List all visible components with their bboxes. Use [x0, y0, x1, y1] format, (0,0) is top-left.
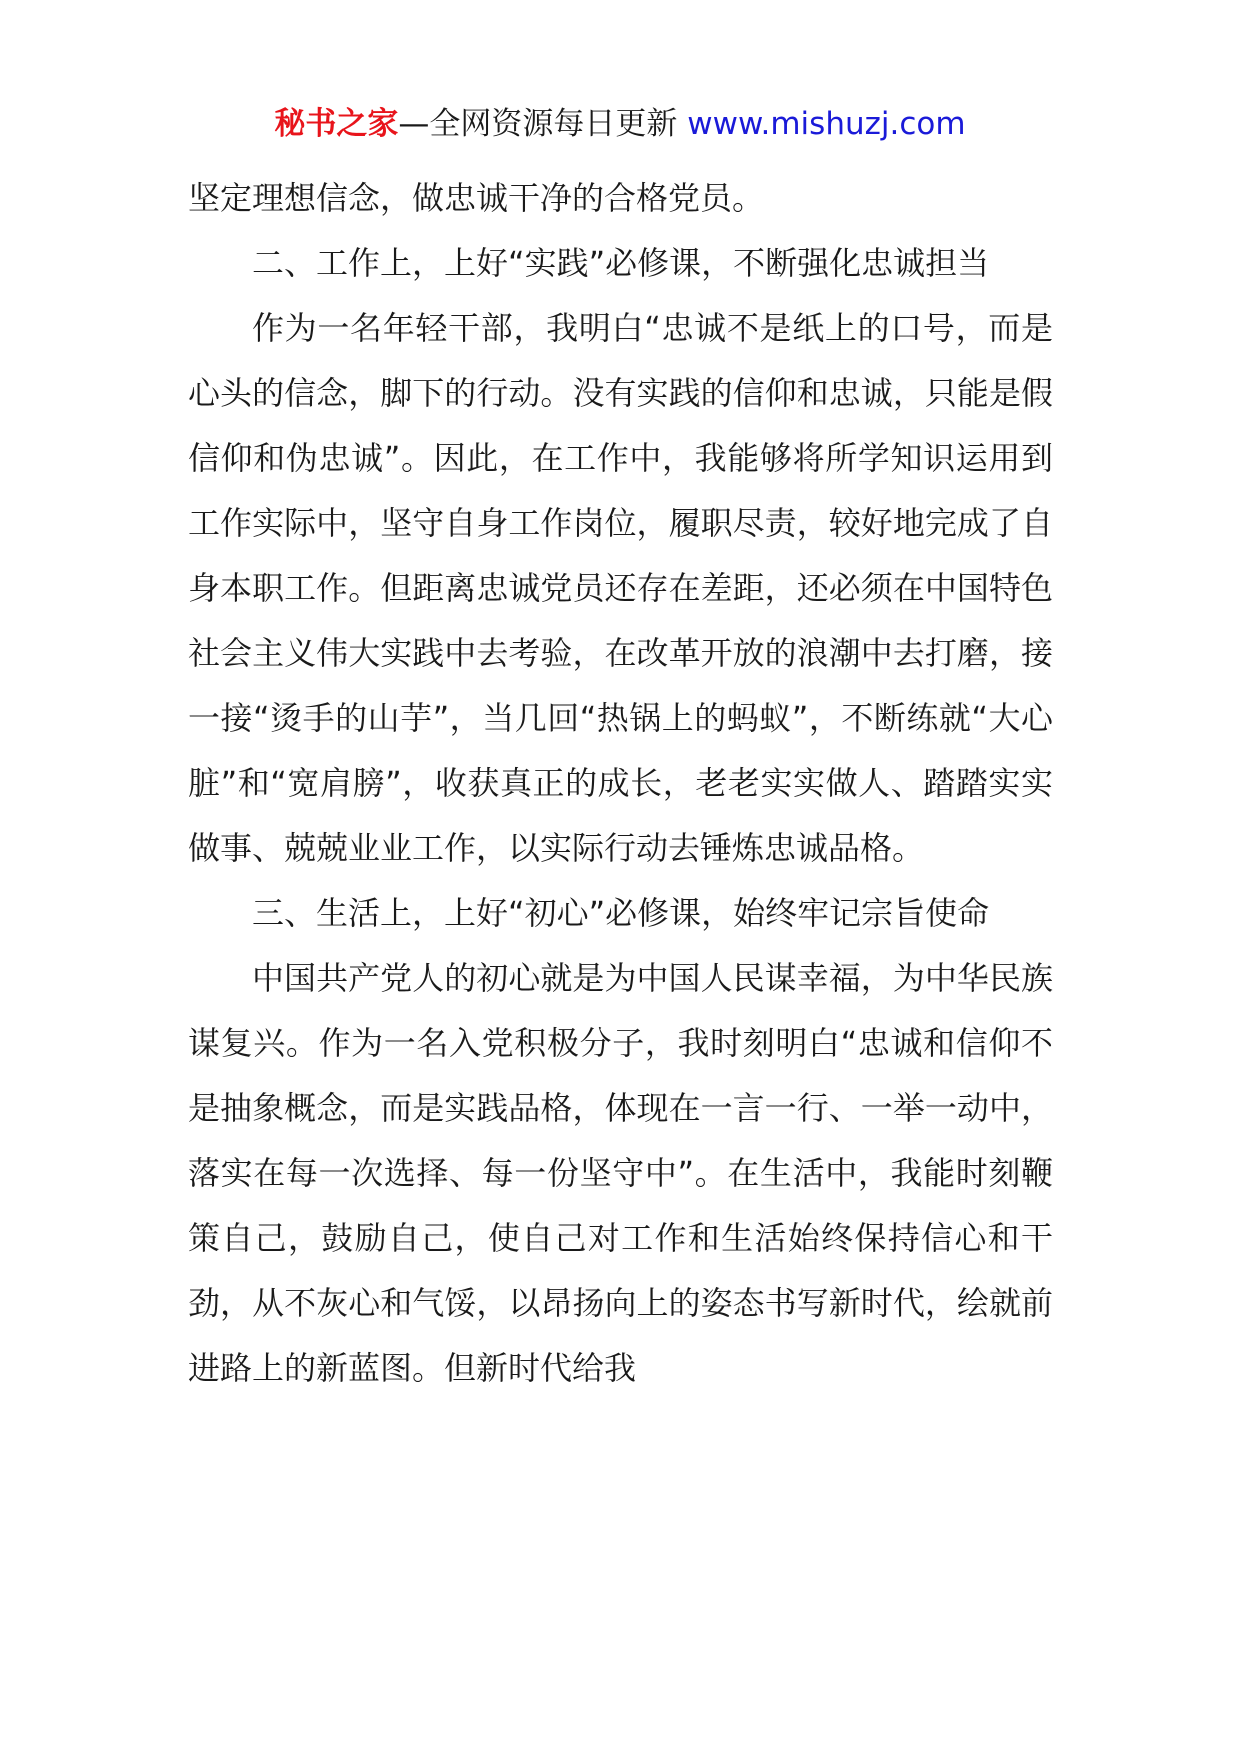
header-tagline: —全网资源每日更新 [398, 106, 688, 142]
document-body [188, 166, 1053, 1401]
header-url[interactable]: www.mishuzj.com [687, 106, 966, 142]
page-header [0, 104, 1240, 144]
header-brand: 秘书之家 [274, 106, 399, 142]
section-heading-3: 三、生活上，上好“初心”必修课，始终牢记宗旨使命 [252, 894, 990, 932]
paragraph-body: 中国共产党人的初心就是为中国人民谋幸福，为中华民族谋复兴。作为一名入党积极分子，我时刻明白“忠诚和信仰不是抽象概念，而是实践品格，体现在一言一行、一举一动中，落实在每一次选择、每一份坚守中”。在生活中，我能时刻鞭策自己，鼓励自己，使自己对工作和生活始终保持信心和干劲，从不灰心和气馁，以昂扬向上的姿态书写新时代，绘就前进路上的新蓝图。但新时代给我 [188, 959, 1053, 1387]
paragraph-continuation: 坚定理想信念，做忠诚干净的合格党员。 [188, 179, 765, 217]
paragraph-body: 作为一名年轻干部，我明白“忠诚不是纸上的口号，而是心头的信念，脚下的行动。没有实践的信仰和忠诚，只能是假信仰和伪忠诚”。因此，在工作中，我能够将所学知识运用到工作实际中，坚守自身工作岗位，履职尽责，较好地完成了自身本职工作。但距离忠诚党员还存在差距，还必须在中国特色社会主义伟大实践中去考验，在改革开放的浪潮中去打磨，接一接“烫手的山芋”，当几回“热锅上的蚂蚁”，不断练就“大心脏”和“宽肩膀”，收获真正的成长，老老实实做人、踏踏实实做事、兢兢业业工作，以实际行动去锤炼忠诚品格。 [188, 309, 1053, 867]
section-heading-2: 二、工作上，上好“实践”必修课，不断强化忠诚担当 [252, 244, 990, 282]
